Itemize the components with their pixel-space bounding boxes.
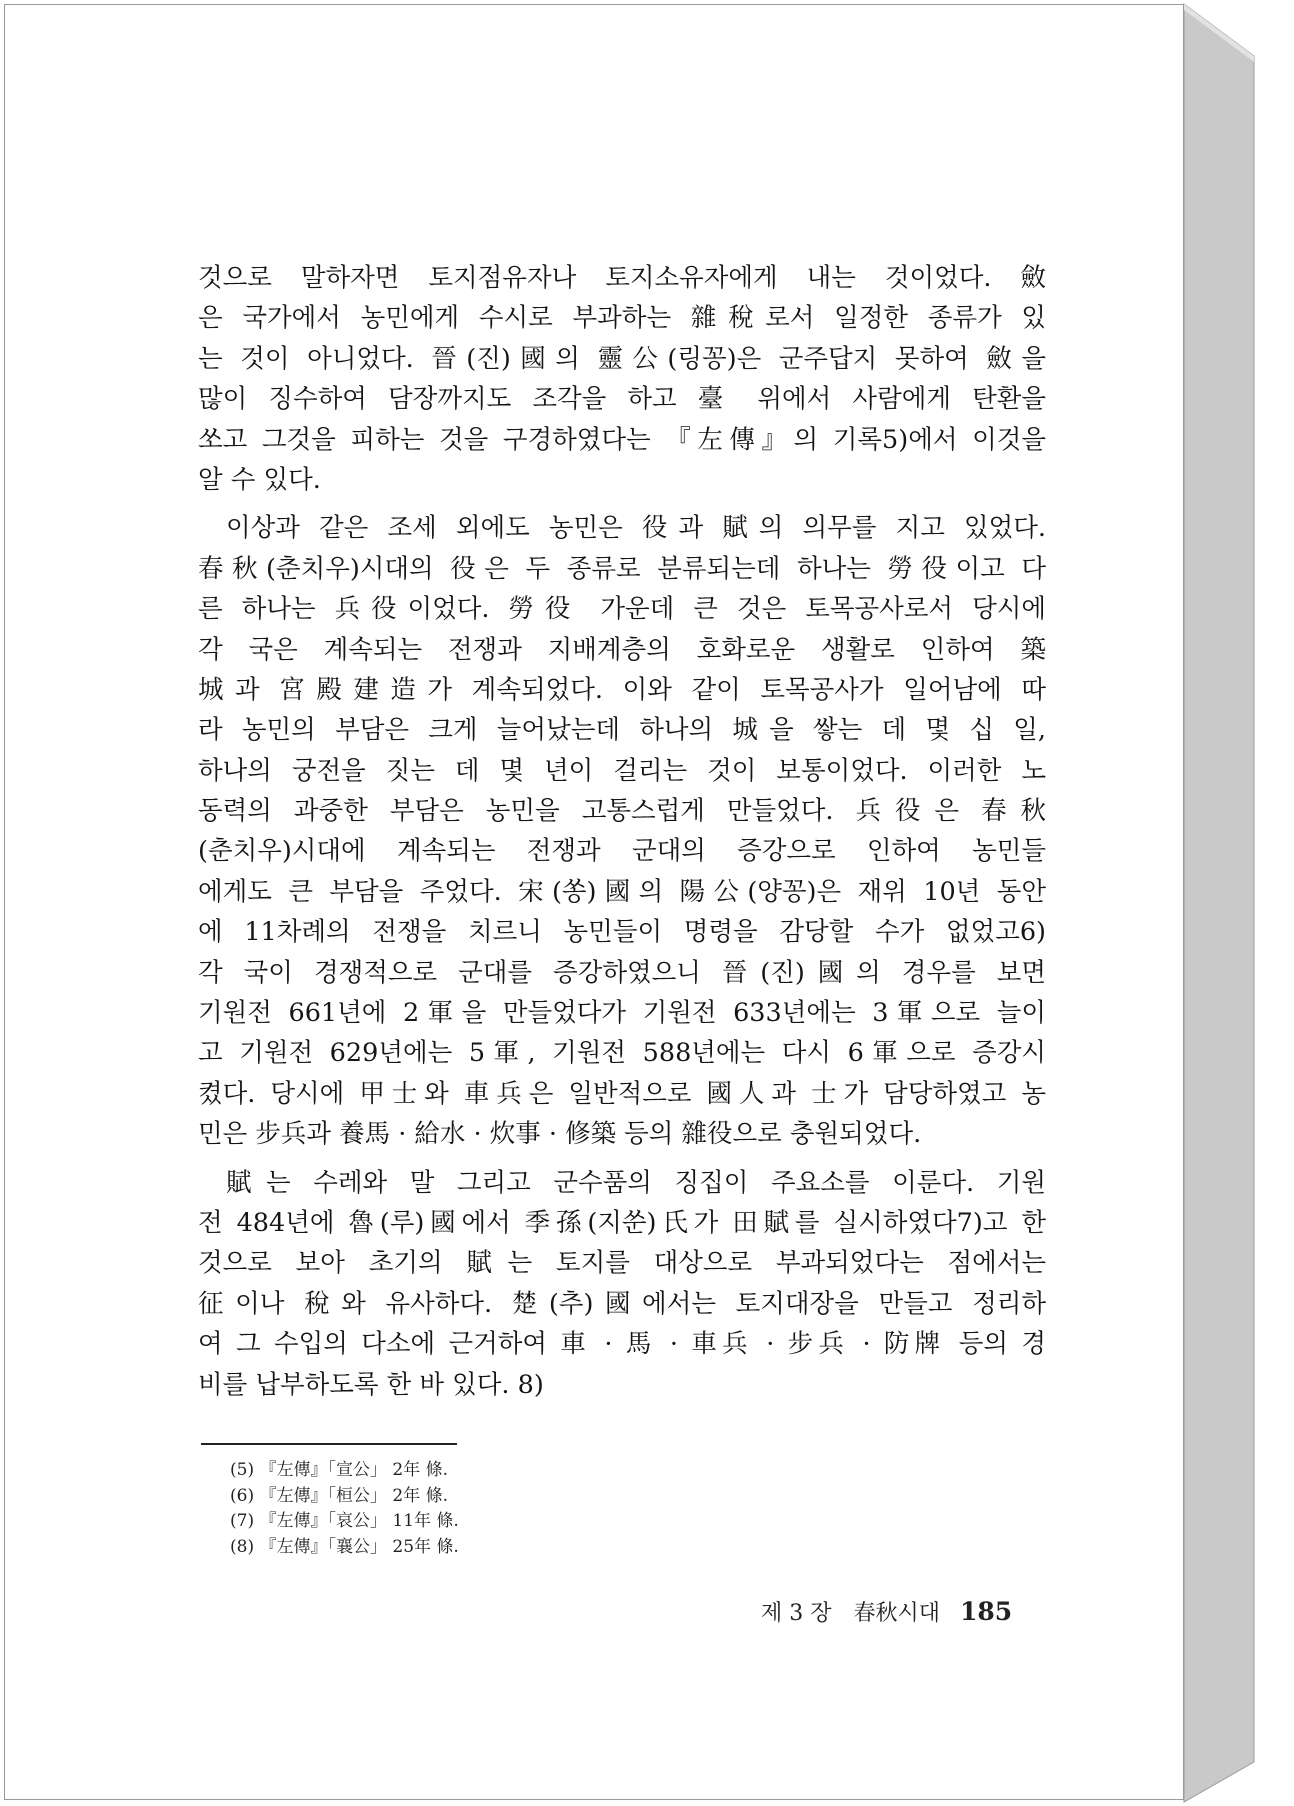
footnote-rule <box>201 1443 457 1445</box>
page-number: 185 <box>960 1597 1013 1626</box>
chapter-title: 春秋시대 <box>853 1601 941 1626</box>
footnote-5: (5) 『左傳』「宣公」 2年 條. <box>230 1460 449 1480</box>
text-line: 쏘고 그것을 피하는 것을 구경하였다는 『左傳』의 기록5)에서 이것을 <box>198 424 1046 455</box>
text-line: 에게도 큰 부담을 주었다. 宋(쏭)國의 陽公(양꽁)은 재위 10년 동안 <box>198 876 1046 907</box>
text-line: 각 국이 경쟁적으로 군대를 증강하였으니 晉(진)國의 경우를 보면 <box>198 957 1046 988</box>
text-line: 것으로 말하자면 토지점유자나 토지소유자에게 내는 것이었다. 斂 <box>198 263 1046 293</box>
footnote-7: (7) 『左傳』「哀公」 11年 條. <box>230 1511 459 1532</box>
text-line: 라 농민의 부담은 크게 늘어났는데 하나의 城을 쌓는 데 몇 십 일, <box>198 715 1046 746</box>
text-line: 은 국가에서 농민에게 수시로 부과하는 雜稅로서 일정한 종류가 있 <box>198 303 1046 334</box>
text-line: 하나의 궁전을 짓는 데 몇 년이 걸리는 것이 보통이었다. 이러한 노 <box>198 755 1046 786</box>
paragraph <box>198 1163 1046 1405</box>
running-footer <box>761 1596 1012 1627</box>
text-line: 春秋(춘치우)시대의 役은 두 종류로 분류되는데 하나는 勞役이고 다 <box>198 553 1046 584</box>
paragraph <box>198 508 1046 1154</box>
text-line: 각 국은 계속되는 전쟁과 지배계층의 호화로운 생활로 인하여 築 <box>198 634 1046 665</box>
footnote-8: (8) 『左傳』「襄公」 25年 條. <box>230 1536 459 1557</box>
text-line: 는 것이 아니었다. 晉(진)國의 靈公(링꽁)은 군주답지 못하여 斂을 <box>198 343 1046 374</box>
text-line: 많이 징수하여 담장까지도 조각을 하고 臺 위에서 사람에게 탄환을 <box>198 384 1046 415</box>
body-text <box>198 258 1046 1405</box>
text-line: 동력의 과중한 부담은 농민을 고통스럽게 만들었다. 兵役은 春秋 <box>198 796 1046 827</box>
text-line: 여 그 수입의 다소에 근거하여 車 · 馬 · 車兵 · 步兵 · 防牌 등의 경 <box>198 1329 1046 1360</box>
text-line: 기원전 661년에 2軍을 만들었다가 기원전 633년에는 3軍으로 늘이 <box>198 998 1046 1029</box>
footnotes <box>230 1458 730 1560</box>
text-line: 征이나 稅와 유사하다. 楚(추)國에서는 토지대장을 만들고 정리하 <box>198 1288 1046 1319</box>
text-line: 전 484년에 魯(루)國에서 季孫(지쑨)氏가 田賦를 실시하였다7)고 한 <box>198 1207 1046 1238</box>
text-line: 城과 宮殿建造가 계속되었다. 이와 같이 토목공사가 일어남에 따 <box>198 674 1046 705</box>
text-line: 켰다. 당시에 甲士와 車兵은 일반적으로 國人과 士가 담당하였고 농 <box>198 1078 1046 1109</box>
text-line: 것으로 보아 초기의 賦는 토지를 대상으로 부과되었다는 점에서는 <box>198 1248 1046 1279</box>
text-line: 비를 납부하도록 한 바 있다. 8) <box>198 1369 544 1400</box>
text-line: 이상과 같은 조세 외에도 농민은 役과 賦의 의무를 지고 있었다. <box>226 513 1046 544</box>
chapter-label: 제 3 장 <box>761 1601 832 1626</box>
text-line: 고 기원전 629년에는 5軍, 기원전 588년에는 다시 6軍으로 증강시 <box>198 1038 1046 1069</box>
text-line: 민은 步兵과 養馬 · 給水 · 炊事 · 修築 등의 雜役으로 충원되었다. <box>198 1119 922 1150</box>
paragraph <box>198 258 1046 500</box>
text-line: 른 하나는 兵役이었다. 勞役 가운데 큰 것은 토목공사로서 당시에 <box>198 594 1046 625</box>
footnote-6: (6) 『左傳』「桓公」 2年 條. <box>230 1485 449 1506</box>
text-line: 賦는 수레와 말 그리고 군수품의 징집이 주요소를 이룬다. 기원 <box>226 1167 1046 1198</box>
text-line: (춘치우)시대에 계속되는 전쟁과 군대의 증강으로 인하여 농민들 <box>198 836 1046 867</box>
text-line: 에 11차례의 전쟁을 치르니 농민들이 명령을 감당할 수가 없었고6) <box>198 917 1046 948</box>
text-line: 알 수 있다. <box>198 464 321 495</box>
